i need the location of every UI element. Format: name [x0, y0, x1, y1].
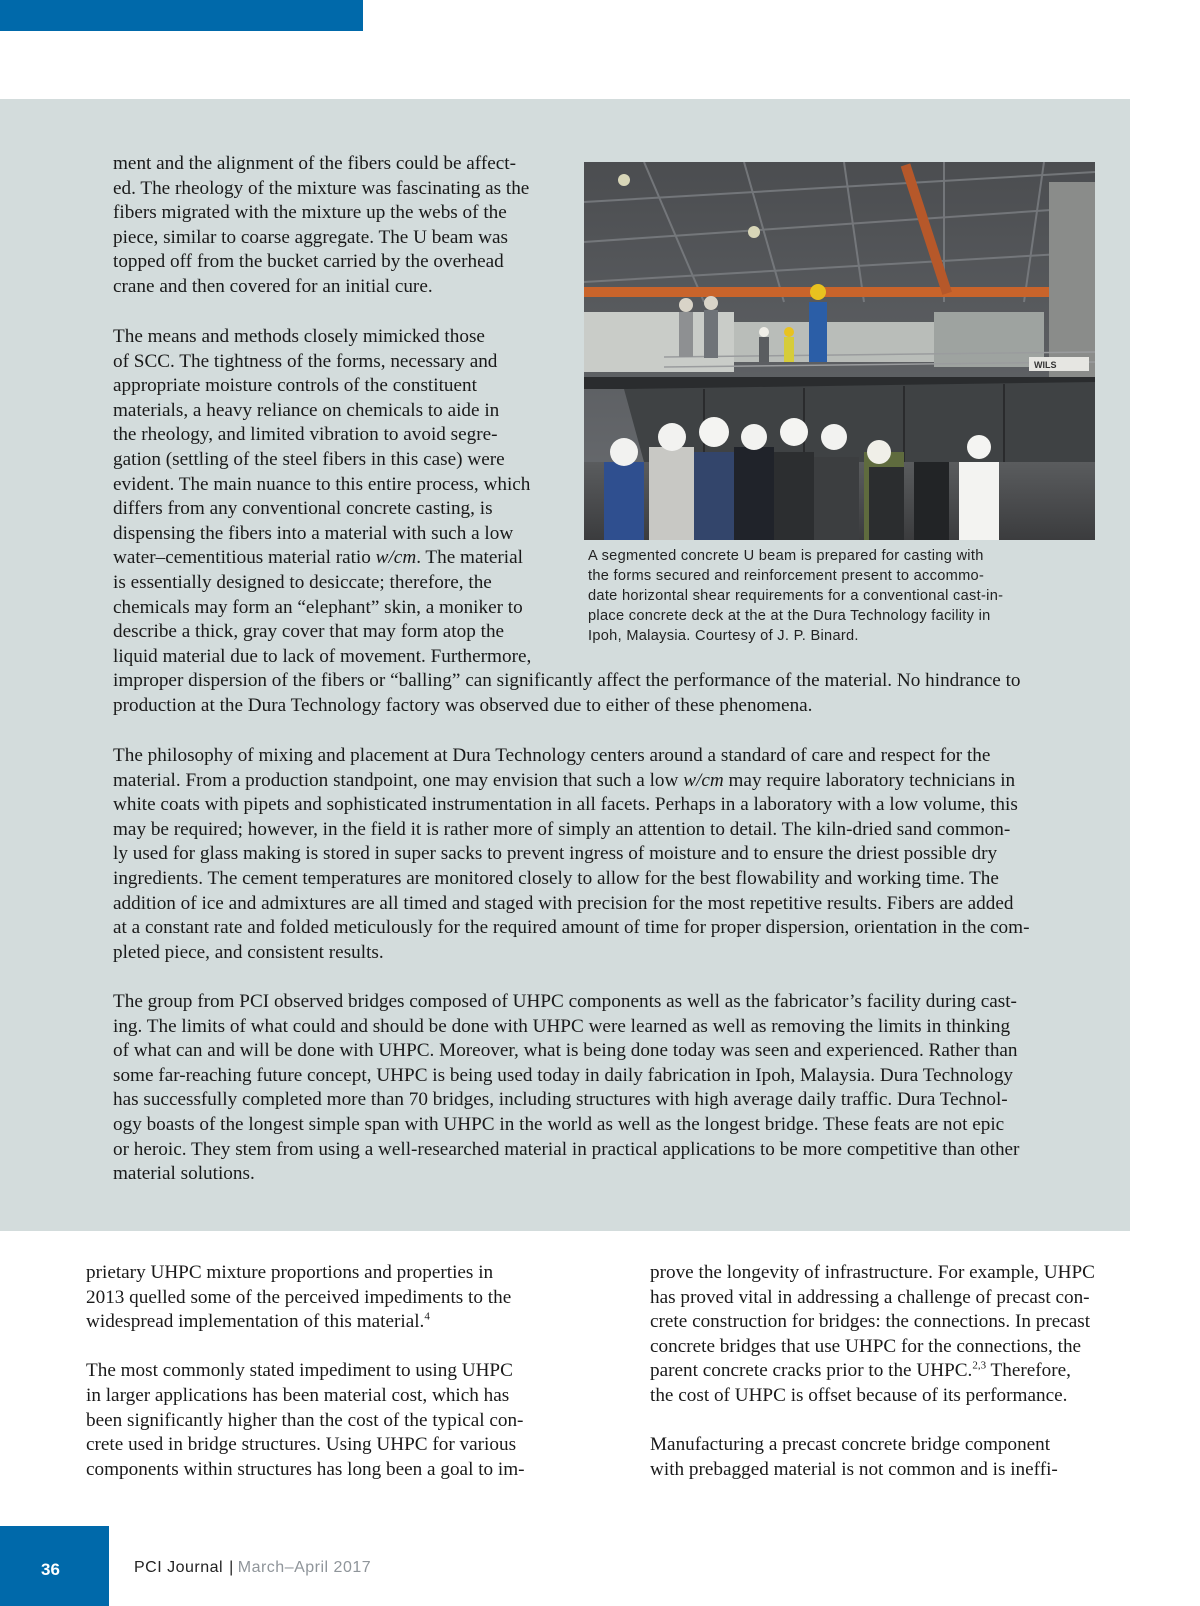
- text-line: addition of ice and admixtures are all timed and staged with precision for the most repetitive results. Fibers are added: [113, 892, 1014, 914]
- text-line: has successfully completed more than 70 bridges, including structures with high average daily traffic. Dura Technol-: [113, 1089, 1008, 1111]
- top-accent-bar: [0, 0, 363, 31]
- text-line: gation (settling of the steel fibers in this case) were: [113, 448, 505, 470]
- sidebar-paragraph-4: [113, 990, 1093, 1187]
- right-column: [650, 1261, 1110, 1482]
- text-fragment: widespread implementation of this material.: [86, 1311, 425, 1333]
- text-line: the cost of UHPC is offset because of its performance.: [650, 1384, 1068, 1406]
- sidebar-paragraph-1: [113, 152, 563, 300]
- text-line: The group from PCI observed bridges composed of UHPC components as well as the fabricator’s facility during cast-: [113, 991, 1017, 1012]
- sidebar-paragraph-3: [113, 744, 1093, 965]
- caption-line: place concrete deck at the at the Dura Technology facility in: [588, 608, 991, 624]
- text-line: [650, 1359, 1110, 1384]
- text-line: liquid material due to lack of movement. Furthermore,: [113, 645, 532, 667]
- text-line: components within structures has long been a goal to im-: [86, 1458, 525, 1480]
- text-line: evident. The main nuance to this entire process, which: [113, 473, 531, 495]
- text-line: of SCC. The tightness of the forms, necessary and: [113, 350, 498, 372]
- left-column: [86, 1261, 546, 1482]
- caption-line: A segmented concrete U beam is prepared for casting with: [588, 548, 984, 564]
- footer-separator: |: [229, 1559, 234, 1576]
- paragraph-gap: [86, 1335, 546, 1360]
- text-line: production at the Dura Technology factory was observed due to either of these phenomena.: [113, 694, 813, 716]
- text-line: white coats with pipets and sophisticated instrumentation in all facets. Perhaps in a laboratory with a low volume, this: [113, 794, 1018, 816]
- text-fragment: may require laboratory technicians in: [723, 769, 1016, 791]
- text-line: [113, 769, 1093, 794]
- paragraph-gap: [650, 1409, 1110, 1434]
- text-line: ogy boasts of the longest simple span with UHPC in the world as well as the longest bridge. These feats are not epic: [113, 1113, 1005, 1135]
- issue-date: March–April 2017: [237, 1559, 372, 1576]
- text-fragment: material. From a production standpoint, one may envision that such a low: [113, 769, 684, 791]
- text-line: piece, similar to coarse aggregate. The U beam was: [113, 226, 508, 248]
- text-line: is essentially designed to desiccate; therefore, the: [113, 571, 492, 593]
- italic-term: w/cm: [683, 769, 724, 791]
- caption-line: the forms secured and reinforcement present to accommo-: [588, 568, 985, 584]
- text-line: ed. The rheology of the mixture was fascinating as the: [113, 177, 530, 199]
- text-line: ing. The limits of what could and should be done with UHPC were learned as well as removing the limits in thinking: [113, 1015, 1011, 1037]
- text-line: pleted piece, and consistent results.: [113, 941, 384, 963]
- text-fragment: water–cementitious material ratio: [113, 547, 376, 569]
- text-line: crane and then covered for an initial cure.: [113, 275, 433, 297]
- page-number: 36: [41, 1560, 60, 1579]
- text-line: differs from any conventional concrete casting, is: [113, 498, 493, 520]
- caption-line: Ipoh, Malaysia. Courtesy of J. P. Binard.: [588, 628, 859, 644]
- text-line: concrete bridges that use UHPC for the connections, the: [650, 1335, 1082, 1357]
- text-line: material solutions.: [113, 1163, 255, 1185]
- text-line: with prebagged material is not common and is ineffi-: [650, 1458, 1058, 1480]
- text-line: Manufacturing a precast concrete bridge component: [650, 1434, 1051, 1456]
- text-line: ingredients. The cement temperatures are monitored closely to allow for the best flowability and working time. The: [113, 867, 999, 889]
- text-line: may be required; however, in the field it is rather more of simply an attention to detail. The kiln-dried sand common-: [113, 818, 1011, 840]
- text-line: prove the longevity of infrastructure. For example, UHPC: [650, 1262, 1095, 1283]
- text-line: improper dispersion of the fibers or “balling” can significantly affect the performance of the material. No hindrance to: [113, 670, 1021, 692]
- text-line: of what can and will be done with UHPC. Moreover, what is being done today was seen and experienced. Rather than: [113, 1040, 1018, 1062]
- journal-footer: [134, 1559, 371, 1577]
- photo-sign-text: WILS: [1034, 360, 1057, 370]
- text-line: has proved vital in addressing a challenge of precast con-: [650, 1286, 1090, 1308]
- text-line: crete used in bridge structures. Using UHPC for various: [86, 1434, 517, 1456]
- text-line: prietary UHPC mixture proportions and properties in: [86, 1262, 494, 1283]
- text-line: 2013 quelled some of the perceived impediments to the: [86, 1286, 512, 1308]
- text-line: topped off from the bucket carried by the overhead: [113, 251, 504, 273]
- text-line: ly used for glass making is stored in super sacks to prevent ingress of moisture and to ensure the driest possible dry: [113, 843, 998, 865]
- text-line: materials, a heavy reliance on chemicals to aide in: [113, 399, 500, 421]
- text-line: The means and methods closely mimicked those: [113, 326, 485, 347]
- text-line: crete construction for bridges: the connections. In precast: [650, 1311, 1091, 1333]
- text-line: The most commonly stated impediment to using UHPC: [86, 1360, 513, 1382]
- journal-name: PCI Journal: [134, 1559, 224, 1576]
- reference-superscript: 4: [424, 1310, 430, 1323]
- text-line: appropriate moisture controls of the constituent: [113, 375, 477, 397]
- text-line: some far-reaching future concept, UHPC is being used today in daily fabrication in Ipoh, Malaysia. Dura Technology: [113, 1064, 1014, 1086]
- text-line: ment and the alignment of the fibers could be affect-: [113, 153, 516, 174]
- text-fragment: parent concrete cracks prior to the UHPC.: [650, 1360, 973, 1382]
- text-line: in larger applications has been material cost, which has: [86, 1384, 510, 1406]
- text-line: dispensing the fibers into a material with such a low: [113, 522, 514, 544]
- text-line: [86, 1310, 546, 1335]
- text-line: describe a thick, gray cover that may form atop the: [113, 621, 505, 643]
- text-line: fibers migrated with the mixture up the webs of the: [113, 202, 507, 224]
- text-line: at a constant rate and folded meticulously for the required amount of time for proper dispersion, orientation in the com-: [113, 917, 1030, 939]
- factory-photo-illustration: [584, 162, 1095, 540]
- text-line: chemicals may form an “elephant” skin, a moniker to: [113, 596, 523, 618]
- text-line: or heroic. They stem from using a well-researched material in practical applications to be more competitive than other: [113, 1138, 1020, 1160]
- text-fragment: . The material: [416, 547, 523, 569]
- text-line: The philosophy of mixing and placement at Dura Technology centers around a standard of care and respect for the: [113, 745, 991, 766]
- factory-photo: [584, 162, 1095, 540]
- photo-caption: [588, 546, 1095, 646]
- caption-line: date horizontal shear requirements for a conventional cast-in-: [588, 588, 1004, 604]
- text-line: the rheology, and limited vibration to avoid segre-: [113, 424, 498, 446]
- reference-superscript: 2,3: [972, 1359, 987, 1372]
- italic-term: w/cm: [375, 547, 417, 569]
- text-fragment: Therefore,: [986, 1360, 1071, 1382]
- text-line: been significantly higher than the cost of the typical con-: [86, 1409, 524, 1431]
